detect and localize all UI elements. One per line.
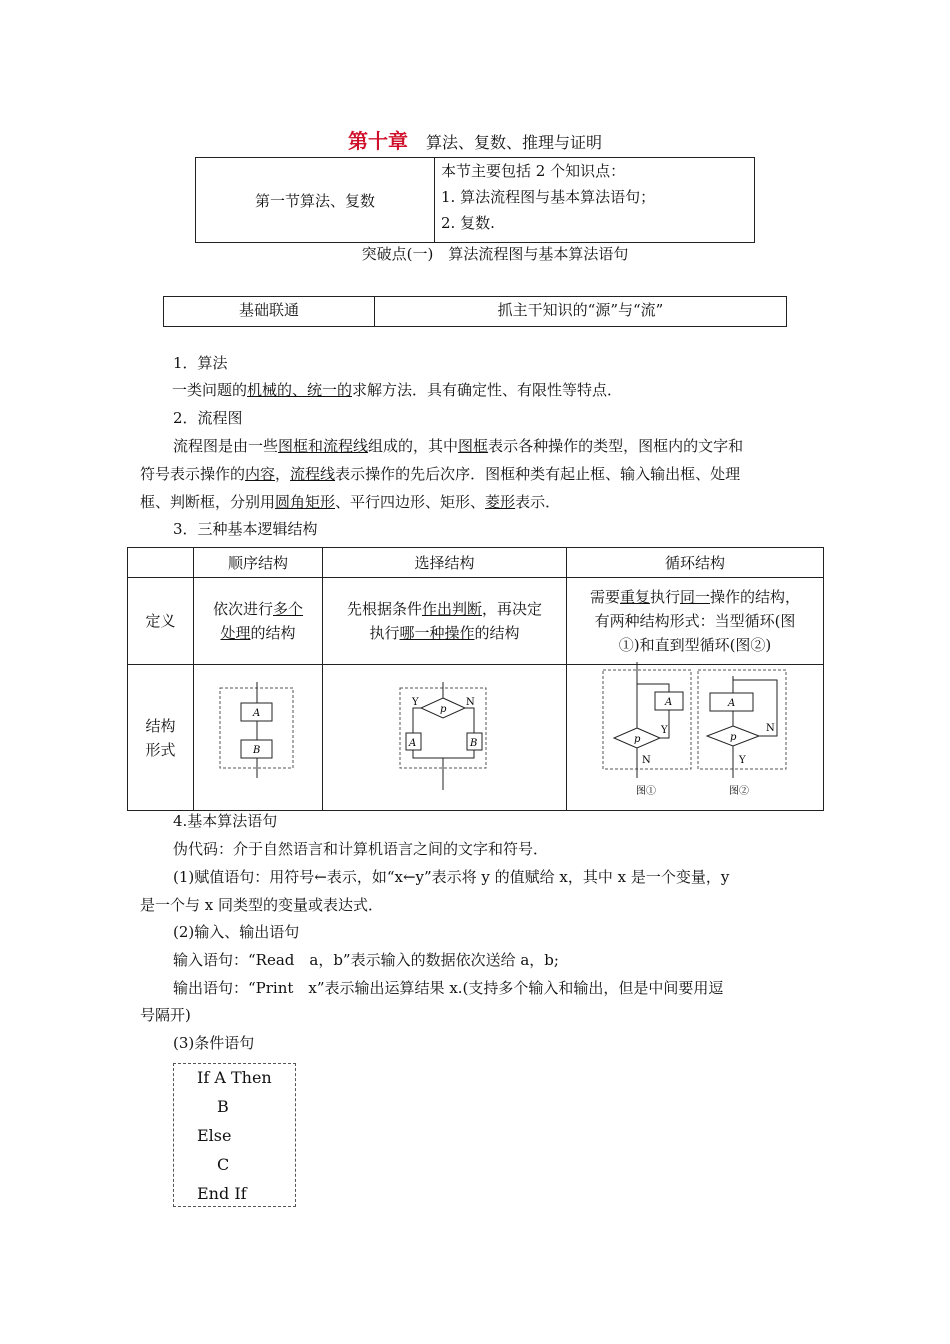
code-line: B [217,1097,229,1116]
subtitle: 突破点(一) 算法流程图与基本算法语句 [361,245,629,263]
summary-line: 本节主要包括 2 个知识点： [441,162,626,180]
label-y: Y [661,725,668,736]
sec2-line3: 框、判断框，分别用圆角矩形、平行四边形、矩形、菱形表示． [140,493,561,511]
row-form-label: 结构 形式 [128,665,194,811]
io-heading: (2)输入、输出语句 [173,923,300,941]
sec4-heading: 4.基本算法语句 [173,812,278,830]
label-y: Y [739,755,746,766]
code-line: Else [197,1126,232,1145]
assign-line2: 是一个与 x 同类型的变量或表达式． [140,896,383,914]
label-n: N [466,697,475,708]
chapter-number: 第十章 [347,129,408,153]
section-name: 第一节算法、复数 [196,158,435,243]
label-n: N [642,755,651,766]
assign-line1: (1)赋值语句：用符号←表示，如“x←y”表示将 y 的值赋给 x，其中 x 是一个变量，y [173,868,730,886]
label-a: A [665,697,673,708]
header-selection: 选择结构 [323,548,567,578]
def-loop: 需要重复执行同一操作的结构， 有两种结构形式：当型循环(图 ①)和直到型循环(图②) [567,578,824,665]
pseudo-text: 伪代码：介于自然语言和计算机语言之间的文字和符号． [173,840,549,858]
sec1-heading: 1．算法 [173,354,228,372]
def-selection: 先根据条件作出判断，再决定 执行哪一种操作的结构 [323,578,567,665]
label-a: A [253,708,261,719]
sec1-text: 一类问题的机械的、统一的求解方法．具有确定性、有限性等特点． [172,381,623,399]
chapter-title: 算法、复数、推理与证明 [425,133,602,152]
code-line: End If [197,1184,247,1203]
summary-line: 1. 算法流程图与基本算法语句； [441,188,656,206]
output-line2: 号隔开) [140,1006,191,1024]
label-a: A [728,698,736,709]
fig1-caption: 图① [636,786,656,797]
sec2-heading: 2．流程图 [173,409,243,427]
row-definition-label: 定义 [128,578,194,665]
label-b: B [253,745,261,756]
code-line: C [217,1155,230,1174]
label-p: p [440,704,447,715]
label-n: N [766,723,775,734]
label-p: p [634,734,641,745]
banner-left: 基础联通 [164,297,375,327]
cond-heading: (3)条件语句 [173,1034,255,1052]
fig2-caption: 图② [729,786,749,797]
label-a: A [409,738,417,749]
if-then-else-code-box [173,1063,296,1207]
output-line1: 输出语句：“Print x”表示输出运算结果 x.(支持多个输入和输出，但是中间要用逗 [173,979,724,997]
summary-line: 2. 复数. [441,214,495,232]
header-sequence: 顺序结构 [194,548,323,578]
input-statement: 输入语句：“Read a，b”表示输入的数据依次送给 a，b; [173,951,559,969]
label-p: p [730,732,737,743]
sec2-line1: 流程图是由一些图框和流程线组成的，其中图框表示各种操作的类型，图框内的文字和 [173,437,744,455]
def-sequence: 依次进行多个 处理的结构 [194,578,323,665]
label-y: Y [412,697,419,708]
banner-right: 抓主干知识的“源”与“流” [375,297,787,327]
code-line: If A Then [197,1068,272,1087]
header-loop: 循环结构 [567,548,824,578]
sec3-heading: 3．三种基本逻辑结构 [173,520,318,538]
label-b: B [470,738,478,749]
sec2-line2: 符号表示操作的内容，流程线表示操作的先后次序．图框种类有起止框、输入输出框、处理 [140,465,741,483]
